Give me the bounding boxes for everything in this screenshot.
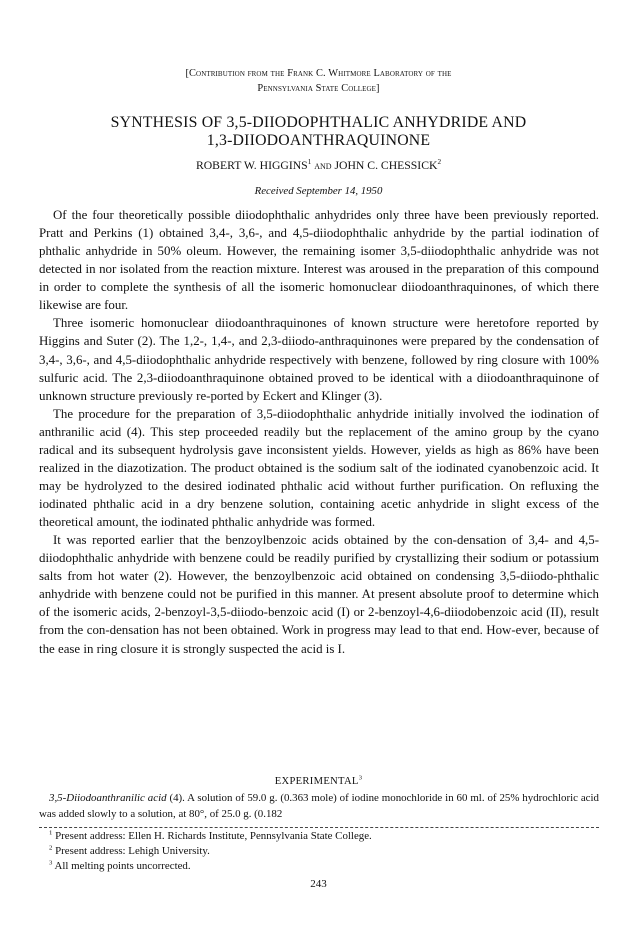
body-paragraph-3: The procedure for the preparation of 3,5-diiodophthalic anhydride initially involved the iodination of anthranilic acid (4). This step proceeded readily but the replacement of the amino group by the cyano radical and its subsequent hydrolysis gave inconsistent yields. However, yields as high as 86% have been realized in the diazotization. The product obtained is the sodium salt of the iodinated cyanobenzoic acid. It may be hydrolyzed to the desired iodinated phthalic acid without further purification. On refluxing the iodinated phthalic acid in a dry benzene solution, containing acetic anhydride in slight excess of the theoretical amount, the iodinated phthalic anhydride was formed.	[39, 406, 599, 530]
experimental-compound-name: 3,5-Diiodoanthranilic acid	[49, 792, 167, 804]
author-name-1: ROBERT W. HIGGINS	[195, 159, 308, 172]
experimental-footnote-mark: 3	[358, 774, 363, 782]
experimental-paragraph	[39, 790, 599, 822]
author-line	[40, 159, 597, 173]
article-title-line-2: 1,3-DIIODOANTHRAQUINONE	[206, 132, 431, 149]
footnotes	[49, 829, 599, 874]
experimental-text: (4). A solution of 59.0 g. (0.363 mole) of iodine monochloride in 60 ml. of 25% hydrochloric acid was added slowly to a solution, at 80°, of 25.0 g. (0.182	[39, 792, 599, 820]
experimental-heading-text: EXPERIMENTAL	[274, 776, 359, 787]
article-body	[39, 206, 599, 658]
footnote-3	[49, 859, 599, 874]
experimental-section	[39, 790, 599, 822]
footnote-mark-2: 2	[49, 844, 53, 852]
contribution-line-2: Pennsylvania State College]	[257, 83, 380, 94]
contribution-header	[60, 66, 577, 96]
author-name-2: JOHN C. CHESSICK	[334, 159, 438, 172]
article-title-line-1: SYNTHESIS OF 3,5-DIIODOPHTHALIC ANHYDRIDE AND	[110, 114, 527, 131]
body-paragraph-4: It was reported earlier that the benzoylbenzoic acids obtained by the con-densation of 3,4- and 4,5-diiodophthalic anhydride with benzene could be readily purified by crystallizing their sodium or potassium salts from hot water (2). However, the benzoylbenzoic acid obtained on condensing 3,5-diiodo-phthalic anhydride with benzene could not be purified in this manner. At present absolute proof to determine which of the isomeric acids, 2-benzoyl-3,5-diiodo-benzoic acid (I) or 2-benzoyl-4,6-diiodobenzoic acid (II), result from the con-densation has not been obtained. Work in progress may lead to that end. How-ever, because of the ease in ring closure it is strongly suspected the acid is I.	[39, 533, 599, 656]
footnote-1	[49, 829, 599, 844]
footnote-text-1: Present address: Ellen H. Richards Institute, Pennsylvania State College.	[55, 830, 372, 842]
footnote-2	[49, 844, 599, 859]
experimental-heading	[40, 775, 597, 789]
author-conjunction: and	[314, 159, 332, 172]
footnote-divider	[39, 827, 599, 828]
footnote-text-3: All melting points uncorrected.	[54, 860, 191, 872]
received-date: Received September 14, 1950	[254, 185, 383, 197]
page-number: 243	[310, 878, 327, 890]
author-footnote-mark-1: 1	[307, 158, 312, 167]
footnote-mark-1: 1	[49, 829, 53, 837]
article-title	[40, 114, 597, 150]
contribution-line-1: [Contribution from the Frank C. Whitmore Laboratory of the	[185, 68, 452, 79]
footnote-mark-3: 3	[49, 859, 53, 867]
body-paragraph-1: Of the four theoretically possible diiodophthalic anhydrides only three have been previously reported. Pratt and Perkins (1) obtained 3,4-, 3,6-, and 4,5-diiodophthalic anhydride by the partial iodination of phthalic anhydride in 50% oleum. However, the remaining isomer 3,5-diiodophthalic anhydride was not detected in nor isolated from the reaction mixture. Interest was aroused in the preparation of this compound in order to complete the synthesis of all the isomeric homonuclear diiodoanthraquinones, of which there likewise are four.	[39, 208, 599, 313]
footnote-text-2: Present address: Lehigh University.	[55, 845, 210, 857]
author-footnote-mark-2: 2	[437, 158, 442, 167]
body-paragraph-2: Three isomeric homonuclear diiodoanthraquinones of known structure were heretofore reported by Higgins and Suter (2). The 1,2-, 1,4-, and 2,3-diiodo-anthraquinones were prepared by the condensation of 3,4-, 3,6-, and 4,5-diiodophthalic anhydride respectively with benzene, followed by ring closure with 100% sulfuric acid. The 2,3-diiodoanthraquinone obtained proved to be identical with a diiodoanthraquinone of unknown structure previously re-ported by Eckert and Klinger (3).	[39, 316, 599, 403]
